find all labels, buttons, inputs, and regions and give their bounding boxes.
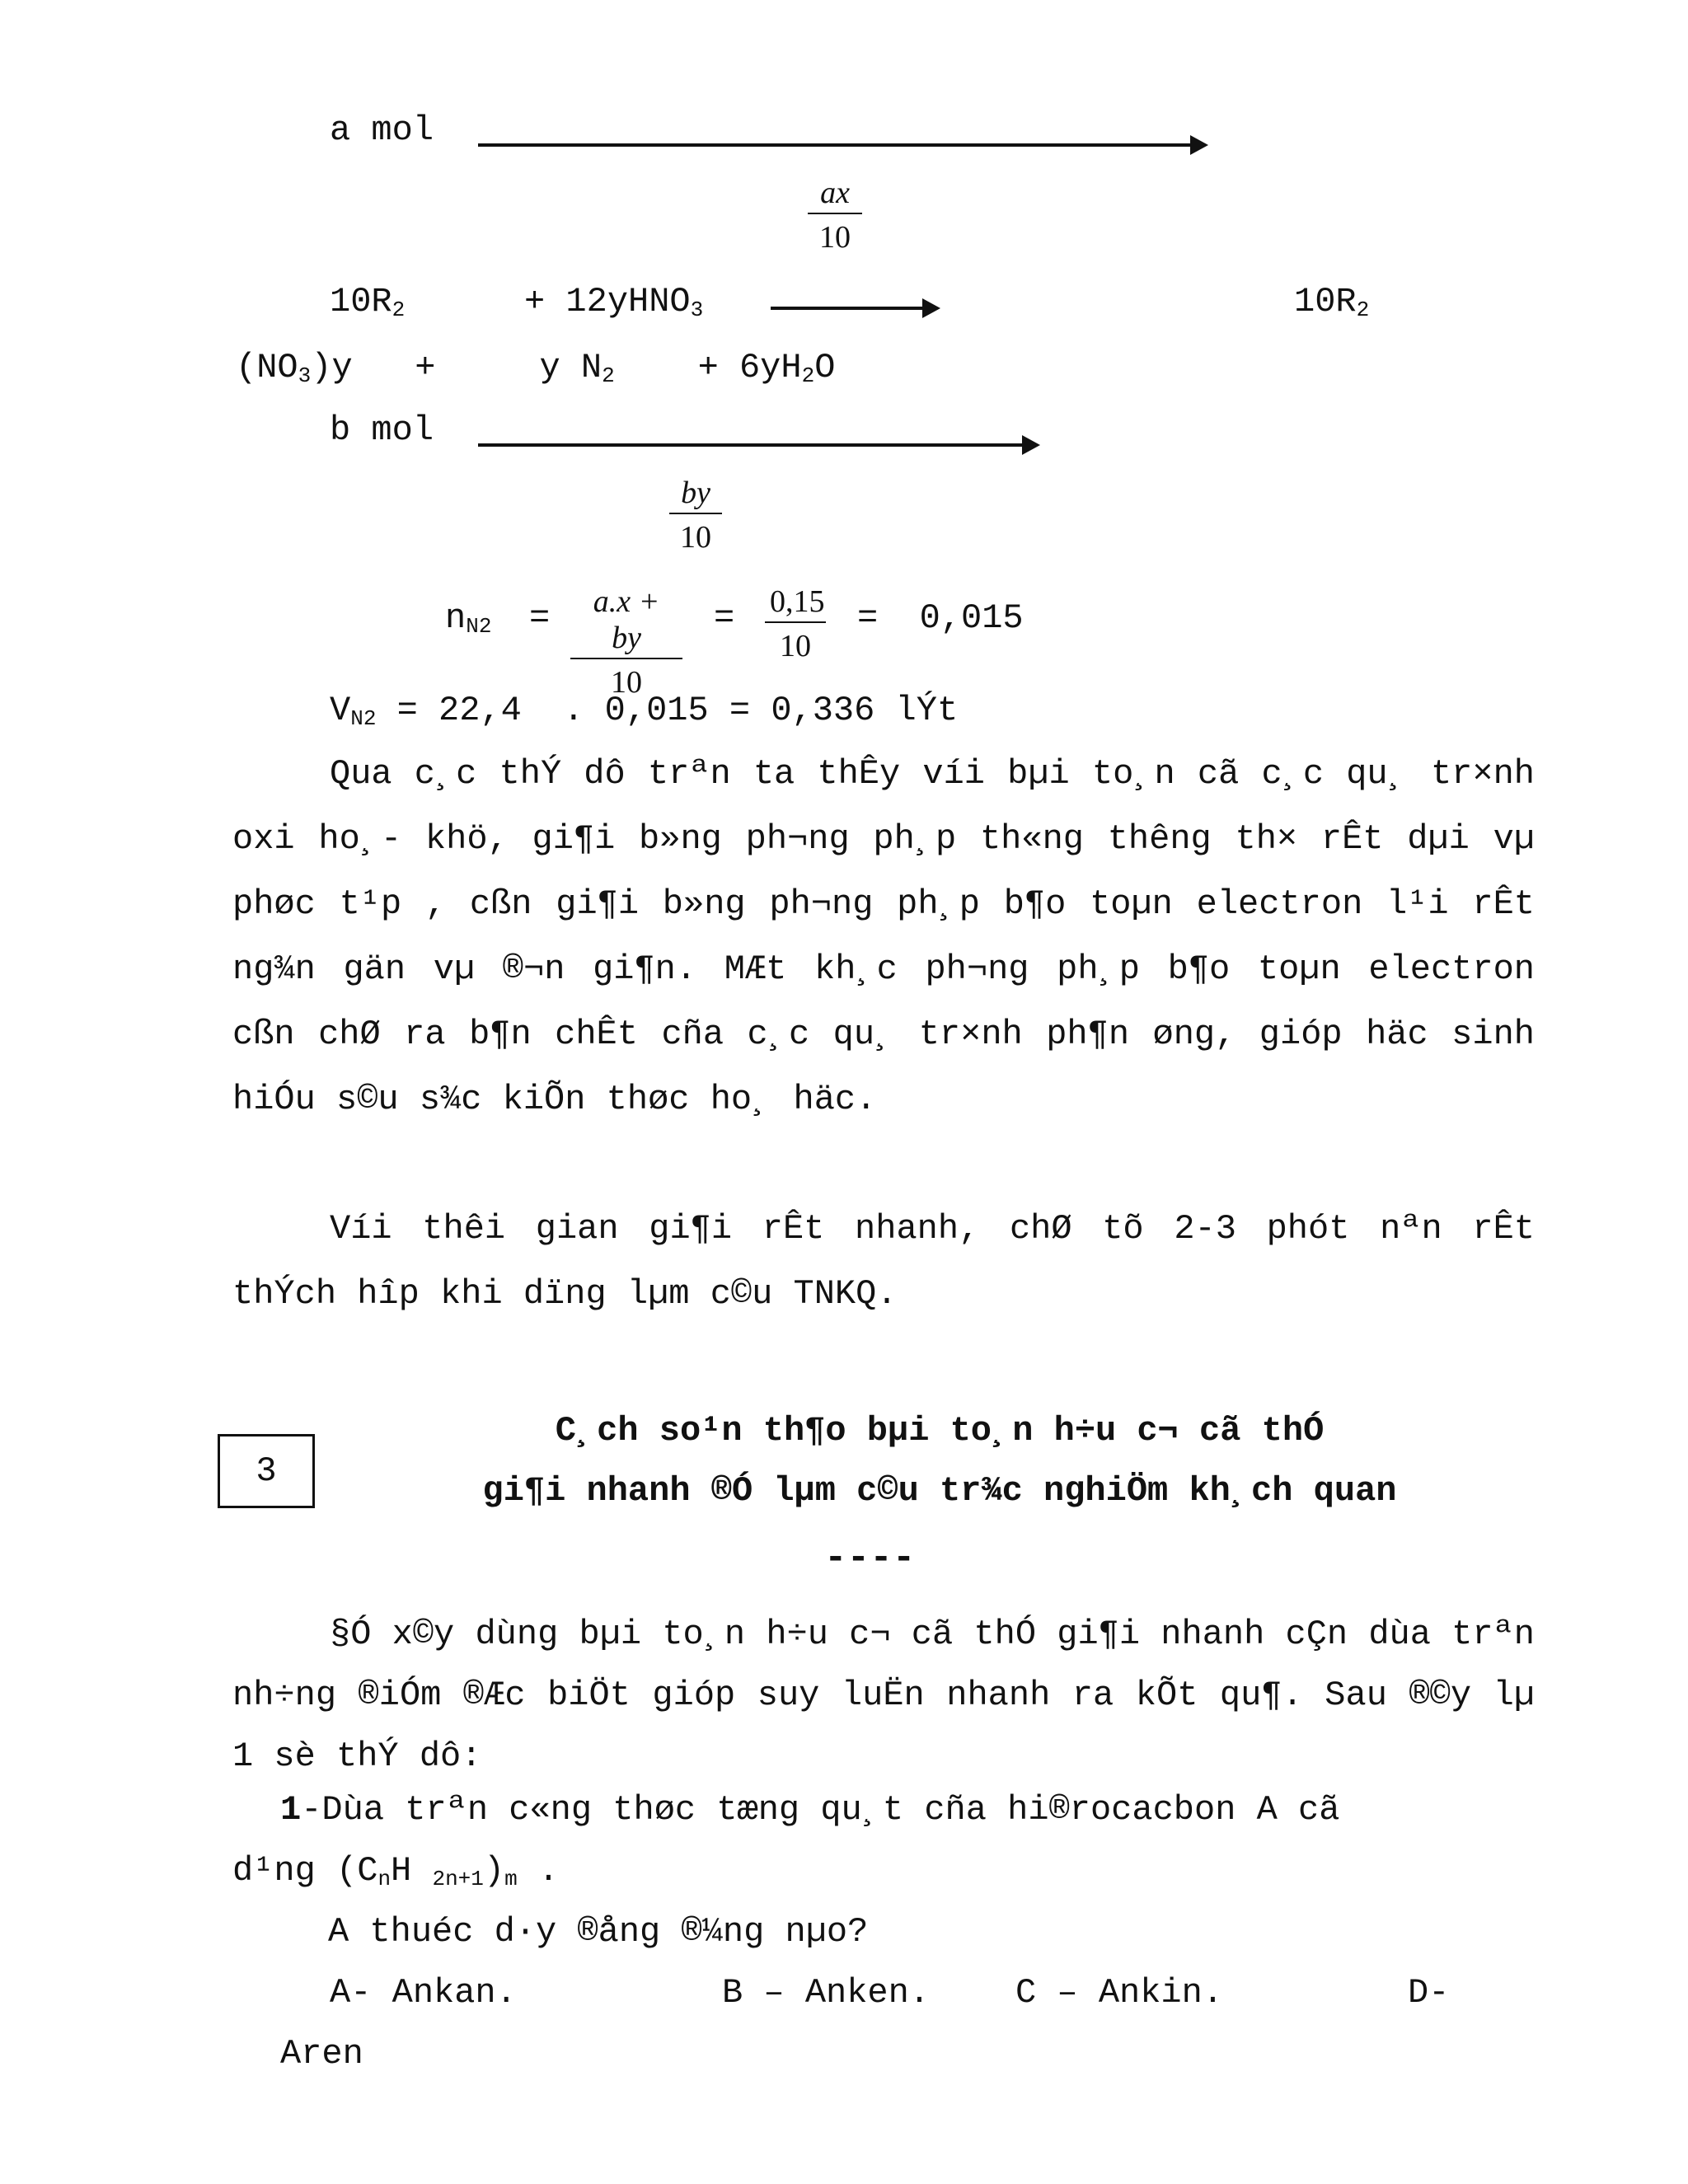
eq2-reactant-r2: $10R_2$ <box>330 282 406 322</box>
question-text: A thuéc d·y ®ång ®¼ng nµo? <box>328 1912 869 1952</box>
paragraph-time: Víi thêi gian gi¶i rÊt nhanh, chØ tõ 2-3 phót nªn rÊt thÝch hîp khi dïng lµm c©u TNKQ. <box>232 1209 1535 1314</box>
section-heading-line2: gi¶i nhanh ®Ó lµm c©u tr¾c nghiÖm kh¸ch quan <box>482 1471 1397 1511</box>
section-heading-line1: C¸ch so¹n th¶o bµi to¸n h÷u c¬ cã thÓ <box>555 1411 1325 1451</box>
option-d-tail: Aren <box>280 2034 363 2074</box>
section-number-box: 3 <box>218 1434 315 1508</box>
calc-v: $V_{N2} = 22,4$ . 0,015 = 0,336 lÝt <box>330 691 959 731</box>
paragraph-intro: §Ó x©y dùng bµi to¸n h÷u c¬ cã thÓ gi¶i nhanh cÇn dùa trªn nh÷ng ®iÓm ®Æc biÖt gióp suy luËn nhanh ra kÕt qu¶. Sau ®©y lµ 1 sè thÝ dô: <box>232 1615 1535 1776</box>
eq2-reactant-hno3: + 12yHNO$_3$ <box>524 282 704 322</box>
option-a: A- Ankan. <box>330 1973 517 2013</box>
fraction-ax-10 <box>808 175 862 255</box>
reaction-arrow-2 <box>771 307 935 310</box>
option-b: B – Anken. <box>722 1973 931 2013</box>
fraction-ax-by-10 <box>570 583 682 701</box>
eq1-left: a mol <box>330 110 434 150</box>
eq2-products-line: $(NO_3)y$ + y $N_2$ + $6yH_2O$ <box>236 348 836 388</box>
reaction-arrow-1 <box>478 143 1203 147</box>
item-1-formula: d¹ng ($C_nH$ $_{2n+1})_m$ . <box>232 1851 560 1891</box>
frac-num: ax <box>820 176 850 210</box>
calc-n-result: = 0,015 <box>857 598 1024 638</box>
frac-den: 10 <box>819 220 851 255</box>
calc-n-eq1: = <box>529 598 551 638</box>
item-1: 1-Dùa trªn c«ng thøc tæng qu¸t cña hi®rocacbon A cã <box>280 1790 1340 1830</box>
reaction-arrow-3 <box>478 443 1035 447</box>
frac-den: 10 <box>680 520 711 555</box>
item-1-number: 1 <box>280 1790 302 1830</box>
paragraph-conclusion: Qua c¸c thÝ dô trªn ta thÊy víi bµi to¸n cã c¸c qu¸ tr×nh oxi ho¸- khö, gi¶i b»ng ph¬ng ph¸p th«ng thêng th× rÊt dµi vµ phøc t¹p , cßn gi¶i b»ng ph¬ng ph¸p b¶o toµn electron l¹i rÊt ng¾n gän vµ ®¬n gi¶n. MÆt kh¸c ph¬ng ph¸p b¶o toµn electron cßn chØ ra b¶n chÊt cña c¸c qu¸ tr×nh ph¶n øng, gióp häc sinh hiÓu s©u s¾c kiÕn thøc ho¸ häc. <box>232 754 1535 1119</box>
frac-den: 10 <box>780 629 811 663</box>
frac-num: by <box>681 476 710 510</box>
fraction-by-10 <box>669 475 722 555</box>
heading-rule: ---- <box>824 1537 916 1580</box>
frac-num: a.x + by <box>593 584 660 655</box>
frac-num: 0,15 <box>770 584 825 619</box>
option-c: C – Ankin. <box>1015 1973 1224 2013</box>
eq2-product-r2: $10R_2$ <box>1294 282 1370 322</box>
fraction-015-10 <box>765 583 826 664</box>
eq3-left: b mol <box>330 410 434 450</box>
calc-n-label: $n_{N2}$ <box>445 598 492 639</box>
frac-den: 10 <box>611 665 642 700</box>
option-d: D- <box>1408 1973 1450 2013</box>
calc-n-eq2: = <box>714 598 735 638</box>
